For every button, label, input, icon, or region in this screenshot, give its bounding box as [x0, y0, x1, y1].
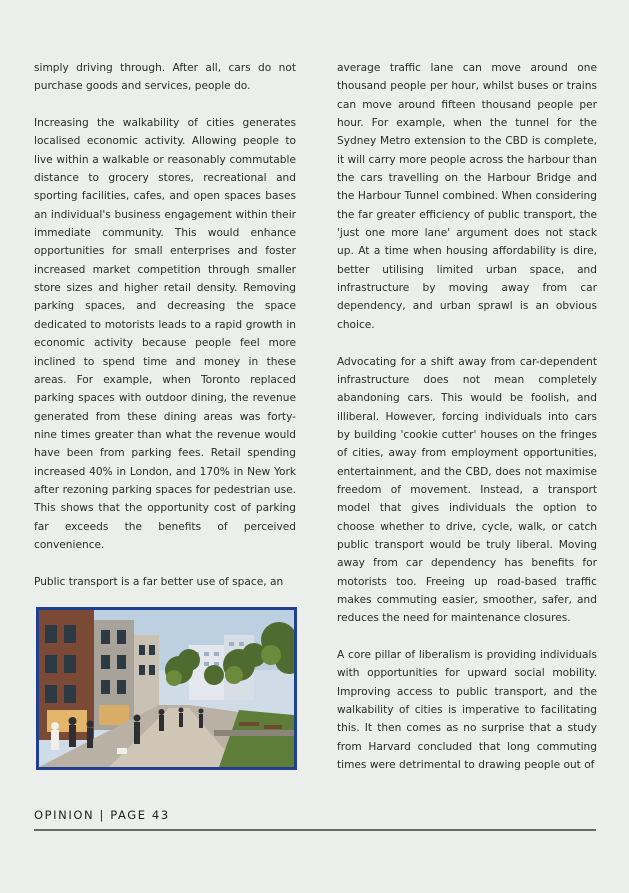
left-text-column	[34, 59, 296, 591]
body-paragraph: Increasing the walkability of cities generates localised economic activity. Allowing people to live within a walkable or reasonably commutable distance to grocery stores, recreational and sporting facilities, cafes, and open spaces bases an individual's business engagement within their immediate community. This would enhance opportunities for small enterprises and foster increased market competition through smaller store sizes and higher retail density. Removing parking spaces, and decreasing the space dedicated to motorists leads to a rapid growth in economic activity because people feel more inclined to spend time and money in these areas. For example, when Toronto replaced parking spaces with outdoor dining, the revenue generated from these dining areas was forty-nine times greater than what the revenue would have been from parking fees. Retail spending increased 40% in London, and 170% in New York after rezoning parking spaces for pedestrian use. This shows that the opportunity cost of parking far exceeds the benefits of perceived convenience.	[34, 117, 296, 551]
body-paragraph: Advocating for a shift away from car-dependent infrastructure does not mean completely abandoning cars. This would be foolish, and illiberal. However, forcing individuals into cars by building 'cookie cutter' houses on the fringes of cities, away from employment opportunities, entertainment, and the CBD, does not maximise freedom of movement. Instead, a transport model that gives individuals the option to choose whether to drive, cycle, walk, or catch public transport would be truly liberal. Moving away from car dependency has benefits for motorists too. Freeing up road-based traffic makes commuting easier, smoother, safer, and reduces the need for maintenance closures.	[337, 355, 597, 625]
right-text-column	[337, 59, 597, 774]
body-paragraph: simply driving through. After all, cars do not purchase goods and services, people do.	[34, 62, 296, 93]
pedestrian-street-illustration	[39, 610, 294, 767]
body-paragraph: average traffic lane can move around one thousand people per hour, whilst buses or trains can move around fifteen thousand people per hour. For example, when the tunnel for the Sydney Metro extension to the CBD is complete, it will carry more people across the harbour than the cars travelling on the Harbour Bridge and the Harbour Tunnel combined. When considering the far greater efficiency of public transport, the 'just one more lane' argument does not stack up. At a time when housing affordability is dire, better utilising limited urban space, and infrastructure by moving away from car dependency, and urban sprawl is an obvious choice.	[337, 62, 597, 331]
body-paragraph: A core pillar of liberalism is providing individuals with opportunities for upward social mobility. Improving access to public transport, and the walkability of cities is imperative to facilitating this. It then comes as no surprise that a study from Harvard concluded that long commuting times were detrimental to drawing people out of	[337, 649, 597, 772]
body-paragraph: Public transport is a far better use of space, an	[34, 575, 284, 588]
street-scene-image	[36, 607, 297, 770]
footer-divider	[34, 829, 596, 831]
page-footer-label: OPINION | PAGE 43	[34, 808, 170, 822]
